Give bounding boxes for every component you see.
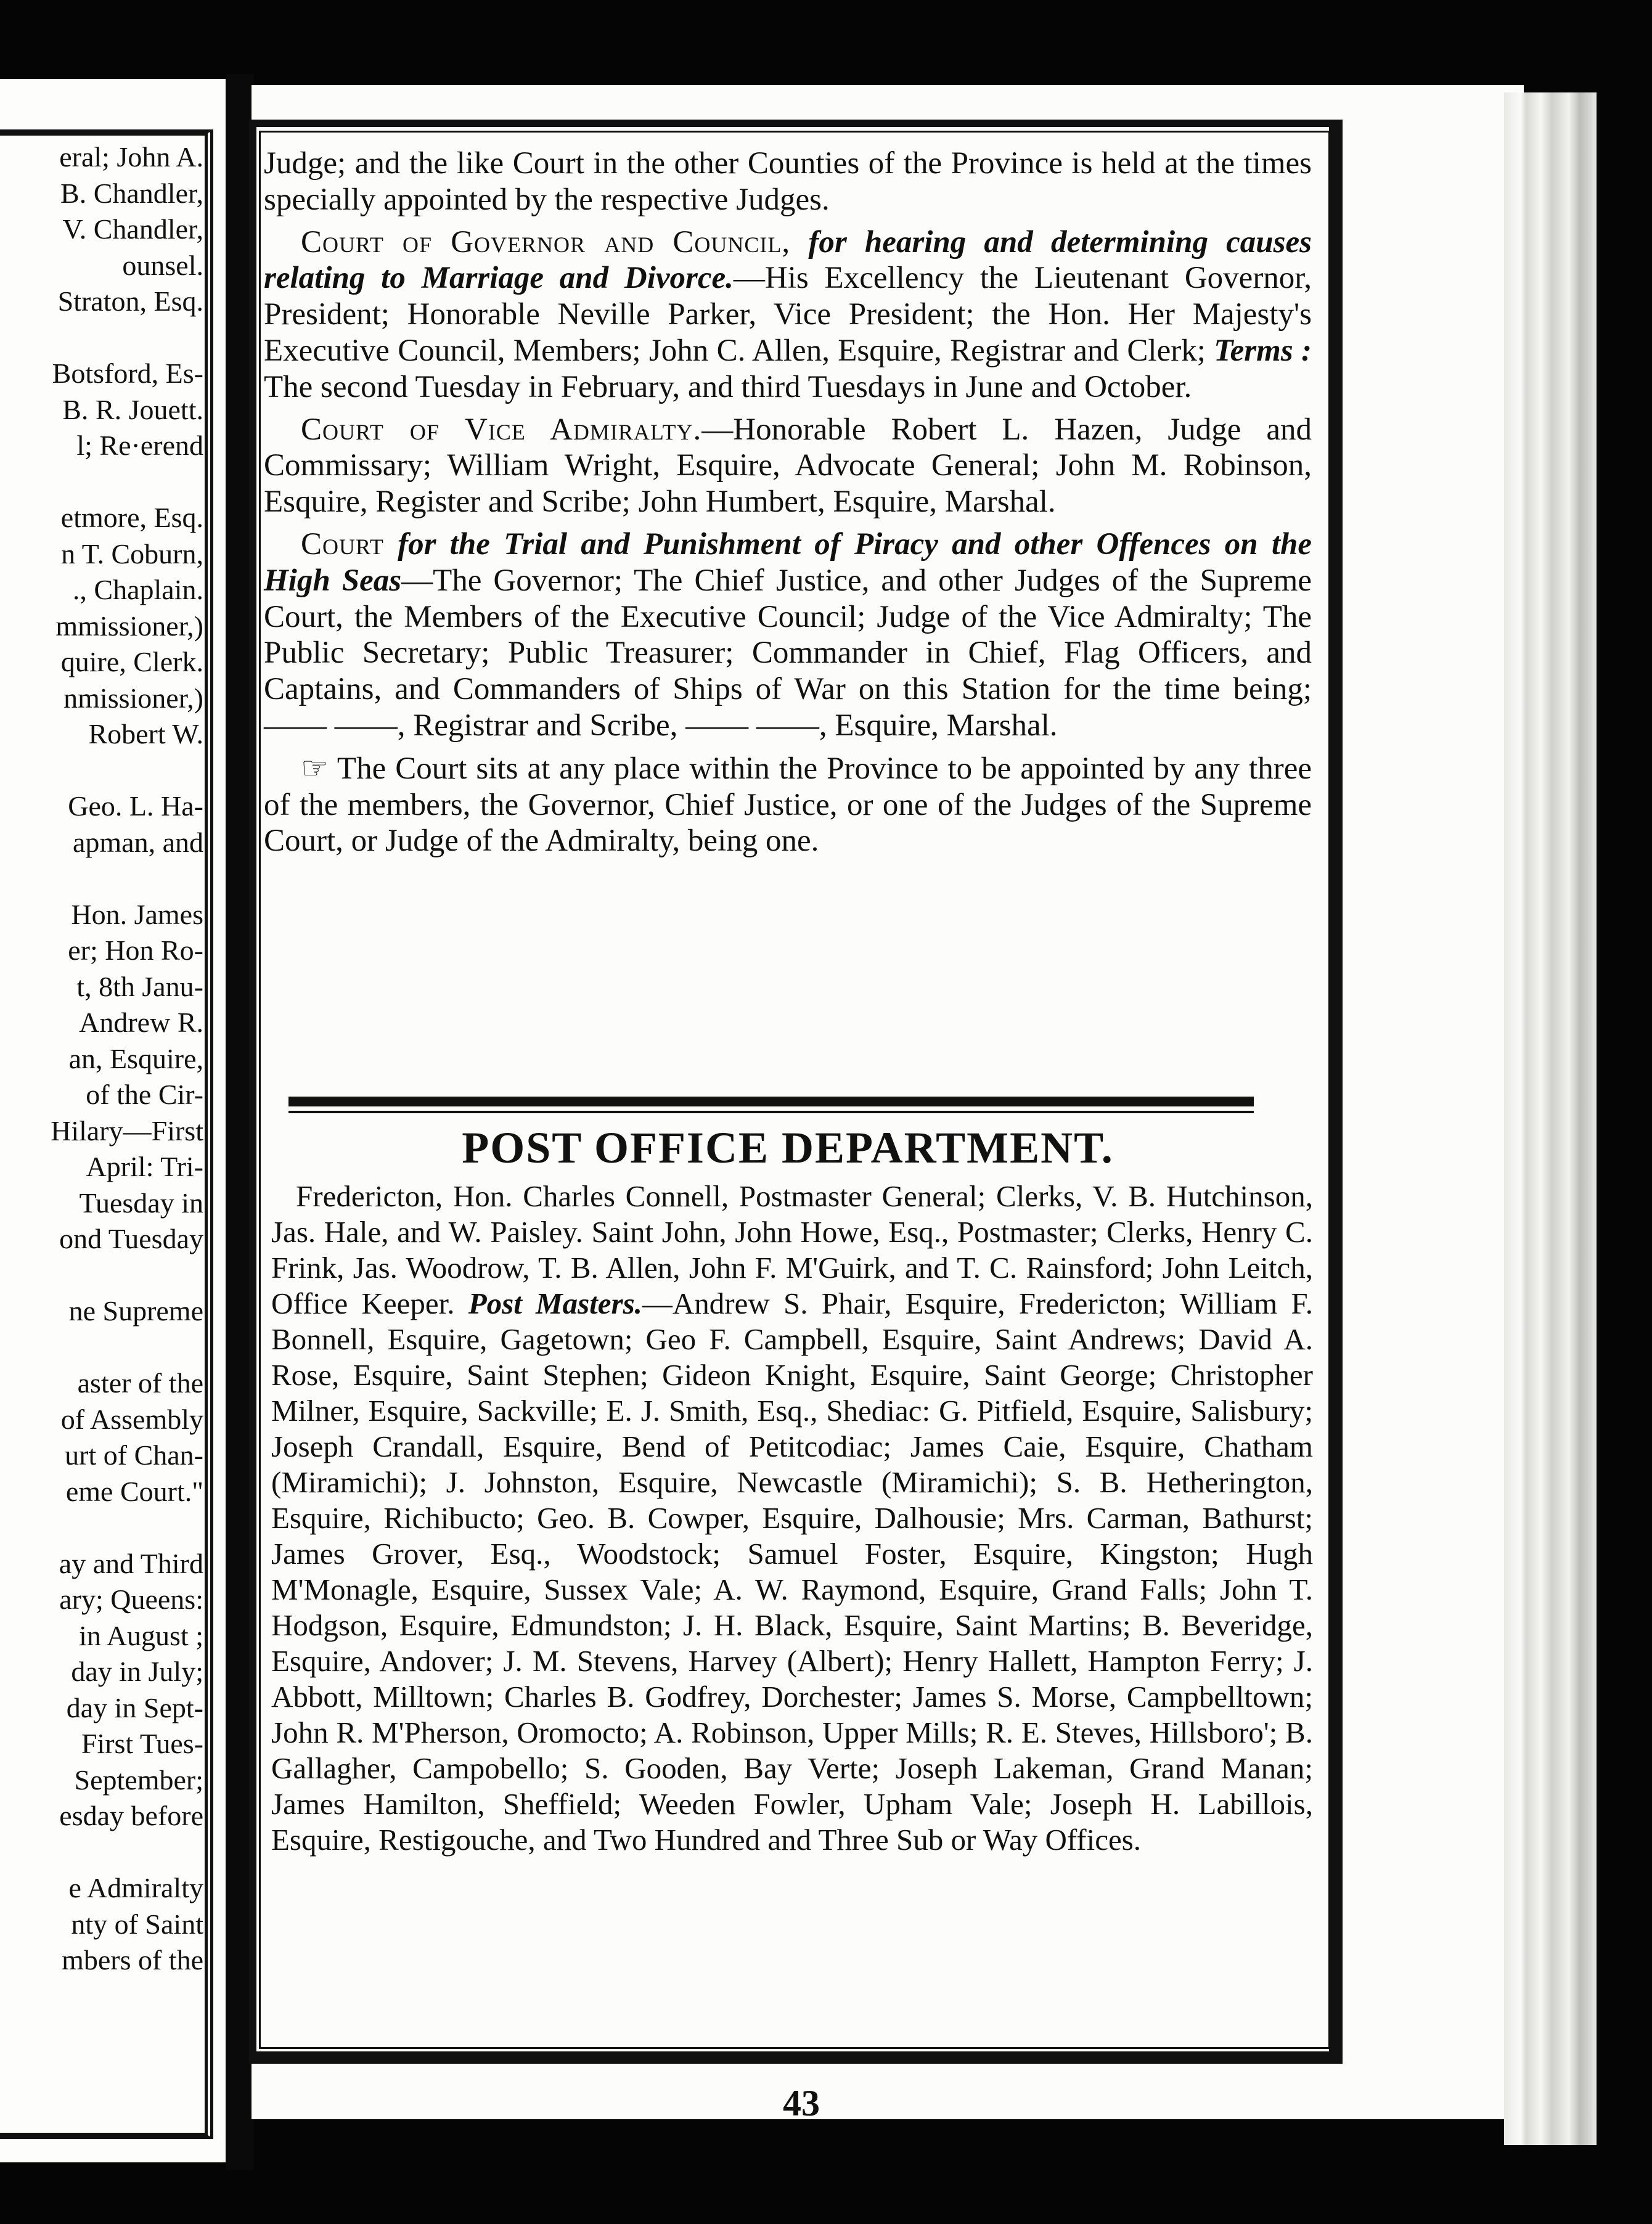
facing-page-line: eme Court."	[65, 1475, 203, 1507]
facing-page-line	[0, 753, 203, 789]
registrar-blank: —— ——, Registrar and Scribe,	[264, 708, 678, 743]
facing-page-line: Geo. L. Ha-	[68, 790, 203, 822]
facing-page-line: September;	[74, 1764, 203, 1796]
facing-page-line	[0, 1330, 203, 1366]
post-masters-list: —Andrew S. Phair, Esquire, Fredericton; William F. Bonnell, Esquire, Gagetown; Geo F. Campbell, Esquire, Saint Andrews; David A. Rose, Esquire, Saint Stephen; Gideon Knight, Esquire, Saint George; Christopher Milner, Esquire, Sackville; E. J. Smith, Esq., Shediac: G. Pitfield, Esquire, Salisbury; Joseph Crandall, Esquire, Bend of Petitcodiac; James Caie, Esquire, Chatham (Miramichi); J. Johnston, Esquire, Newcastle (Miramichi); S. B. Hetherington, Esquire, Richibucto; Geo. B. Cowper, Esquire, Dalhousie; Mrs. Carman, Bathurst; James Grover, Esq., Woodstock; Samuel Foster, Esquire, Kingston; Hugh M'Monagle, Esquire, Sussex Vale; A. W. Raymond, Esquire, Grand Falls; John T. Hodgson, Esquire, Edmundston; J. H. Black, Esquire, Saint Martins; B. Beveridge, Esquire, Andover; J. M. Stevens, Harvey (Albert); Henry Hallett, Hampton Ferry; J. Abbott, Milltown; Charles B. Godfrey, Dorchester; James S. Morse, Campbelltown; John R. M'Pherson, Oromocto; A. Robinson, Upper Mills; R. E. Steves, Hillsboro'; B. Gallagher, Campobello; S. Gooden, Bay Verte; Joseph Lakeman, Grand Manan; James Hamilton, Sheffield; Weeden Fowler, Upham Vale; Joseph H. Labillois, Esquire, Restigouche, and Two Hundred and Three Sub or Way Offices.	[271, 1286, 1313, 1857]
court-sits-paragraph	[264, 750, 1312, 859]
facing-page-line: n T. Coburn,	[61, 538, 203, 570]
facing-page-line: April: Tri-	[86, 1151, 203, 1182]
facing-page-line: an, Esquire,	[68, 1042, 203, 1074]
facing-page-line	[0, 1257, 203, 1294]
facing-page-line	[0, 464, 203, 501]
facing-page-line: e Admiralty	[68, 1872, 203, 1903]
facing-page-line	[0, 320, 203, 356]
page-edges	[1504, 92, 1597, 2145]
terms-label: Terms :	[1214, 333, 1312, 368]
facing-page-line: B. Chandler,	[60, 177, 203, 209]
governor-council-text: —His Excellency the Lieutenant Governor, President; Honorable Neville Parker, Vice President; the Hon. Her Majesty's Executive Council, Members; John C. Allen, Esquire, Registrar and Clerk;	[264, 261, 1312, 368]
judge-paragraph	[264, 145, 1312, 218]
facing-page-line: in August ;	[79, 1619, 203, 1651]
section-divider-thin	[288, 1111, 1254, 1113]
facing-page-line: aster of the	[77, 1367, 203, 1399]
piracy-court-title: Court	[301, 526, 384, 562]
facing-page-line: of the Cir-	[86, 1079, 203, 1110]
facing-page-line: day in July;	[71, 1656, 203, 1687]
facing-page-line: Botsford, Es-	[52, 358, 203, 389]
facing-page-line: Straton, Esq.	[57, 285, 203, 317]
facing-page-line: V. Chandler,	[62, 213, 203, 245]
facing-page-line: esday before	[59, 1800, 203, 1831]
governor-council-purpose: for hearing and determining causes relating to Marriage and Divorce.	[264, 224, 1312, 296]
facing-page-line: Andrew R.	[79, 1007, 203, 1038]
facing-page-line: t, 8th Janu-	[76, 970, 203, 1002]
facing-page-line: Robert W.	[88, 718, 203, 750]
facing-page-line: nty of Saint	[71, 1908, 203, 1940]
facing-page-line: First Tues-	[81, 1728, 203, 1759]
vice-admiralty-text: —Honorable Robert L. Hazen, Judge and Commissary; William Wright, Esquire, Advocate General; John M. Robinson, Esquire, Register and Scribe; John Humbert, Esquire, Marshal.	[264, 412, 1312, 520]
facing-page-line: ., Chaplain.	[72, 574, 203, 605]
piracy-court-text: —The Governor; The Chief Justice, and other Judges of the Supreme Court, the Members of the Executive Council; Judge of the Vice Admiralty; The Public Secretary; Public Treasurer; Commander in Chief, Flag Officers, and Captains, and Commanders of Ships of War on this Station for the time being;	[264, 563, 1312, 707]
facing-page-line: urt of Chan-	[65, 1439, 203, 1471]
vice-admiralty-title: Court of Vice Admiralty.	[301, 412, 702, 447]
facing-page-line: ary; Queens:	[59, 1584, 203, 1615]
facing-page-line: Tuesday in	[79, 1187, 203, 1219]
post-masters-label: Post Masters.	[468, 1286, 642, 1320]
post-office-intro: Fredericton, Hon. Charles Connell, Postmaster General; Clerks, V. B. Hutchinson, Jas. Hale, and W. Paisley. Saint John, John Howe, Esq., Postmaster; Clerks, Henry C. Frink, Jas. Woodrow, T. B. Allen, John F. M'Guirk, and T. C. Rainsford; John Leitch, Office Keeper.	[271, 1179, 1313, 1320]
post-office-section	[271, 1179, 1313, 1864]
facing-page-line: ne Supreme	[68, 1295, 203, 1327]
facing-page-line: ond Tuesday	[59, 1223, 203, 1254]
piracy-court-paragraph	[264, 526, 1312, 744]
facing-page-text	[0, 139, 203, 1979]
facing-page	[0, 79, 240, 2162]
facing-page-line: mmissioner,)	[55, 610, 203, 642]
marshal-blank: —— ——, Esquire, Marshal.	[685, 708, 1058, 743]
governor-council-paragraph	[264, 224, 1312, 406]
post-office-paragraph	[271, 1179, 1313, 1858]
facing-page-line: quire, Clerk.	[60, 646, 203, 677]
court-sits-text: The Court sits at any place within the Province to be appointed by any three of the members, the Governor, Chief Justice, or one of the Judges of the Supreme Court, or Judge of the Admiralty, being one.	[264, 751, 1312, 859]
facing-page-line: etmore, Esq.	[60, 502, 203, 533]
facing-page-line	[0, 1510, 203, 1546]
facing-page-line: l; Re·erend	[76, 430, 203, 461]
post-office-heading: POST OFFICE DEPARTMENT.	[462, 1123, 1114, 1172]
piracy-court-purpose: for the Trial and Punishment of Piracy and other Offences on the High Seas	[264, 526, 1312, 598]
facing-page-line: ounsel.	[122, 249, 203, 281]
facing-page-line: er; Hon Ro-	[68, 934, 203, 966]
pointing-hand-icon: ☞	[301, 750, 329, 786]
facing-page-line: day in Sept-	[66, 1691, 203, 1723]
facing-page-line: mbers of the	[62, 1944, 203, 1976]
facing-page-line: eral; John A.	[59, 141, 203, 173]
section-divider-thick	[288, 1097, 1254, 1106]
vice-admiralty-paragraph	[264, 412, 1312, 520]
governor-council-title: Court of Governor and Council,	[301, 224, 791, 260]
facing-page-line	[0, 861, 203, 897]
facing-page-line: apman, and	[72, 826, 203, 858]
terms-text: The second Tuesday in February, and third Tuesdays in June and October.	[264, 369, 1192, 404]
facing-page-line: Hilary—First	[51, 1114, 203, 1147]
facing-page-line: Hon. James	[71, 898, 203, 930]
courts-section	[264, 145, 1312, 865]
facing-page-line: of Assembly	[60, 1403, 203, 1435]
facing-page-line	[0, 1834, 203, 1871]
facing-page-line: ay and Third	[59, 1547, 203, 1579]
facing-page-line: nmissioner,)	[63, 682, 203, 714]
judge-text: Judge; and the like Court in the other Counties of the Province is held at the times specially appointed by the respective Judges.	[264, 146, 1312, 217]
facing-page-line: B. R. Jouett.	[62, 393, 203, 425]
page-number: 43	[783, 2083, 820, 2124]
